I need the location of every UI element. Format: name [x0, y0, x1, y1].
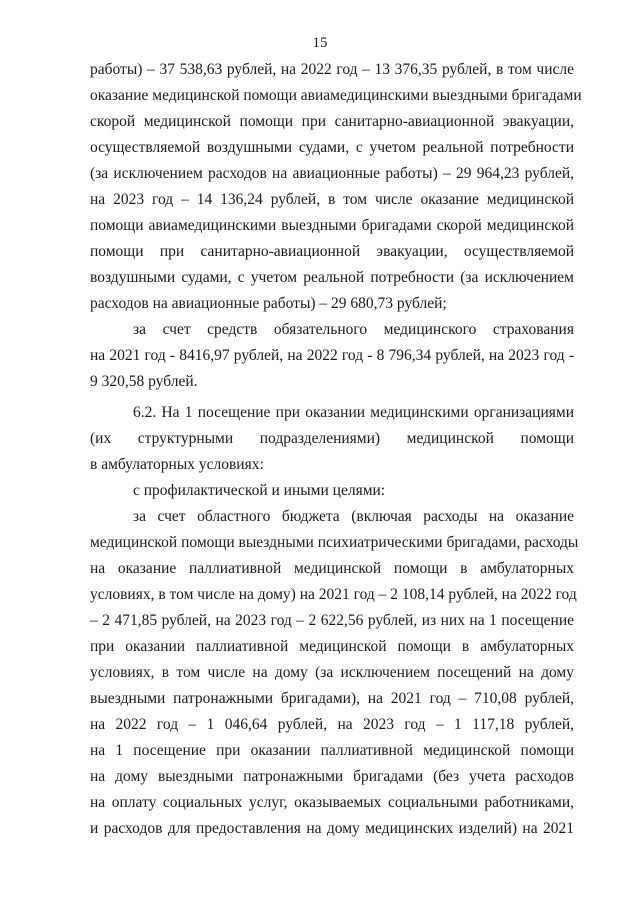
- text-line: в амбулаторных условиях:: [90, 456, 264, 473]
- text-line: за счет средств обязательного медицинского страхования: [133, 321, 574, 338]
- text-line: помощи при санитарно-авиационной эвакуации, осуществляемой: [90, 243, 574, 260]
- text-line: и расходов для предоставления на дому медицинских изделий) на 2021: [90, 820, 574, 837]
- text-line: на оказание паллиативной медицинской помощи в амбулаторных: [90, 560, 574, 577]
- text-line: за счет областного бюджета (включая расходы на оказание: [133, 508, 574, 525]
- page-number: 15: [312, 35, 328, 51]
- text-line: на 2022 год – 1 046,64 рублей, на 2023 год – 1 117,18 рублей,: [90, 716, 574, 733]
- text-line: на 1 посещение при оказании паллиативной медицинской помощи: [90, 742, 574, 759]
- text-line: помощи авиамедицинскими выездными бригадами скорой медицинской: [90, 217, 574, 234]
- text-line: (их структурными подразделениями) медицинской помощи: [90, 430, 574, 447]
- text-line: медицинской помощи выездными психиатрическими бригадами, расходы: [90, 534, 579, 551]
- text-line: выездными патронажными бригадами), на 2021 год – 710,08 рублей,: [90, 690, 574, 707]
- text-line: 9 320,58 рублей.: [90, 373, 198, 390]
- text-line: (за исключением расходов на авиационные работы) – 29 964,23 рублей,: [90, 165, 574, 182]
- text-line: на 2021 год - 8416,97 рублей, на 2022 год - 8 796,34 рублей, на 2023 год -: [90, 347, 574, 364]
- text-line: скорой медицинской помощи при санитарно-авиационной эвакуации,: [90, 113, 574, 130]
- text-line: осуществляемой воздушными судами, с учетом реальной потребности: [90, 139, 574, 156]
- text-line: условиях, в том числе на дому (за исключением посещений на дому: [90, 664, 574, 681]
- text-line: на дому выездными патронажными бригадами (без учета расходов: [90, 768, 574, 785]
- text-line: на 2023 год – 14 136,24 рублей, в том числе оказание медицинской: [90, 191, 574, 208]
- text-line: воздушными судами, с учетом реальной потребности (за исключением: [90, 269, 574, 286]
- text-line: 6.2. На 1 посещение при оказании медицинскими организациями: [133, 404, 574, 421]
- text-line: оказание медицинской помощи авиамедицинскими выездными бригадами: [90, 87, 582, 104]
- text-line: на оплату социальных услуг, оказываемых социальными работниками,: [90, 794, 574, 811]
- text-line: при оказании паллиативной медицинской помощи в амбулаторных: [90, 638, 574, 655]
- text-line: работы) – 37 538,63 рублей, на 2022 год – 13 376,35 рублей, в том числе: [90, 61, 574, 78]
- text-line: – 2 471,85 рублей, на 2023 год – 2 622,56 рублей, из них на 1 посещение: [90, 612, 574, 629]
- text-line: расходов на авиационные работы) – 29 680,73 рублей;: [90, 295, 447, 312]
- text-line: с профилактической и иными целями:: [133, 482, 386, 499]
- text-line: условиях, в том числе на дому) на 2021 год – 2 108,14 рублей, на 2022 год: [90, 586, 577, 603]
